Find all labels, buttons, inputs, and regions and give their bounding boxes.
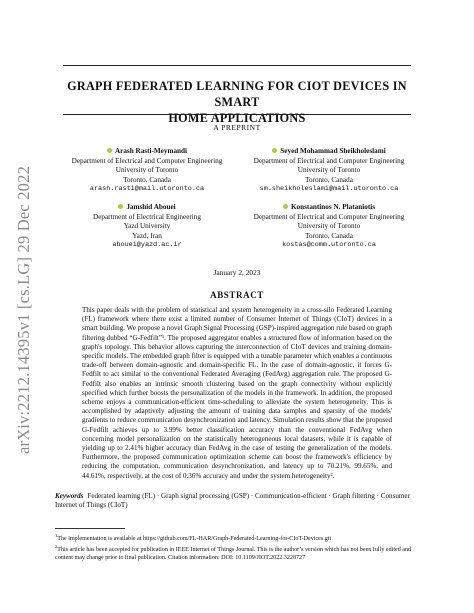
author-name: Seyed Mohammad Sheikholeslami (234, 147, 424, 157)
author-email: arash.rasti@mail.utoronto.ca (89, 185, 205, 194)
author-department: Department of Electrical and Computer Engineering (253, 212, 405, 221)
footnote-mark: 2 (55, 544, 58, 550)
orcid-icon[interactable] (272, 148, 277, 153)
abstract-text: This paper deals with the problem of statistical and system heterogeneity in a cross-silo Federated Learning (FL) framework where there exist a limited number of Consumer Internet of Things (CIoT) devices in a smart building. We propose a novel Graph Signal Processing (GSP)-inspired aggregation rule based on graph filtering dubbed “G-Fedfilt”¹. The proposed aggregator enables a structured flow of information based on the graph's topology. This behavior allows capturing the interconnection of CIoT devices and training domain-specific models. The embedded graph filter is equipped with a tunable parameter which enables a continuous trade-off between domain-agnostic and domain-specific FL. In the case of domain-agnostic, it forces G-Fedfilt to act similar to the conventional Federated Averaging (FedAvg) aggregation rule. The proposed G-Fedfilt also enables an intrinsic smooth clustering based on the graph connectivity without explicitly specified which further boosts the personalization of the models in the framework. In addition, the proposed scheme enjoys a communication-efficient time-scheduling to alleviate the system heterogeneity. This is accomplished by adaptively adjusting the amount of training data samples and sparsity of the models' gradients to reduce communication desynchronization and latency. Simulation results show that the proposed G-Fedfilt achieves up to 3.99% better classification accuracy than the conventional FedAvg when concerning model personalization on the statistically heterogeneous local datasets, while it is capable of yielding up to 2.41% higher accuracy than FedAvg in the case of testing the generalization of the models. Furthermore, the proposed communication optimization scheme can boost the framework's efficiency by reducing the computation, communication desynchronization, and latency up to 70.21%, 99.65%, and 44.61%, respectively, at the cost of 0.36% accuracy and under the system heterogeneity². (82, 306, 392, 480)
author-block-3 (52, 203, 242, 251)
author-institution: University of Toronto (297, 222, 361, 231)
footnote-2 (55, 543, 419, 562)
title-line-2: HOME APPLICATIONS (168, 111, 306, 125)
footnote-text: This article has been accepted for publication in IEEE Internet of Things Journal. This is the author’s version which has not been fully edited and content may change prior to final publication. Citation information: DOI: 10.1109/JIOT.2022.3228727 (55, 547, 412, 562)
orcid-icon[interactable] (107, 148, 112, 153)
author-city: Toronto, Canada (305, 231, 353, 240)
title-bottom-rule (63, 114, 411, 115)
publication-date: January 2, 2023 (213, 268, 261, 277)
author-name: Konstantinos N. Plataniotis (234, 203, 424, 213)
author-name: Arash Rasti-Meymandi (52, 147, 242, 157)
author-block-2 (234, 147, 424, 195)
footnote-mark: 1 (55, 533, 58, 538)
author-city: Toronto, Canada (305, 175, 353, 184)
author-institution: University of Toronto (297, 166, 361, 175)
author-email: kostas@comm.utoronto.ca (282, 241, 376, 250)
author-institution: Yazd University (123, 222, 171, 231)
keywords (55, 492, 419, 511)
title-line-1: GRAPH FEDERATED LEARNING FOR CIOT DEVICES IN SMART (67, 79, 407, 109)
author-department: Department of Electrical and Computer Engineering (253, 156, 405, 165)
author-city: Yazd, Iran (132, 231, 162, 240)
abstract-heading: ABSTRACT (210, 290, 264, 300)
footnote-rule (55, 528, 125, 529)
preprint-label: A PREPRINT (213, 123, 261, 132)
author-name: Jamshid Abouei (52, 203, 242, 213)
author-department: Department of Electrical Engineering (93, 212, 201, 221)
author-city: Toronto, Canada (123, 175, 171, 184)
arxiv-stamp (4, 160, 44, 460)
author-block-1 (52, 147, 242, 195)
author-email: sm.sheikholeslami@mail.utoronto.ca (259, 185, 399, 194)
author-email: abouei@yazd.ac.ir (112, 241, 182, 250)
footnote-text: The implementation is available at https://github.com/FL-HAR/Graph-Federated-Learning-for-CIoT-Devices.git (57, 536, 332, 543)
orcid-icon[interactable] (283, 204, 288, 209)
arxiv-stamp-text: arXiv:2212.14395v1 [cs.LG] 29 Dec 2022 (14, 165, 33, 455)
footnote-1 (55, 532, 419, 543)
author-block-4 (234, 203, 424, 251)
orcid-icon[interactable] (118, 204, 123, 209)
title-top-rule (63, 65, 411, 66)
footnotes (55, 532, 419, 563)
author-department: Department of Electrical and Computer Engineering (71, 156, 223, 165)
paper-title (55, 78, 419, 126)
author-institution: University of Toronto (115, 166, 179, 175)
keywords-label: Keywords (55, 492, 84, 500)
keywords-list: Federated learning (FL) · Graph signal processing (GSP) · Communication-efficient · Graph filtering · Consumer Internet of Things (CIoT) (55, 492, 410, 510)
